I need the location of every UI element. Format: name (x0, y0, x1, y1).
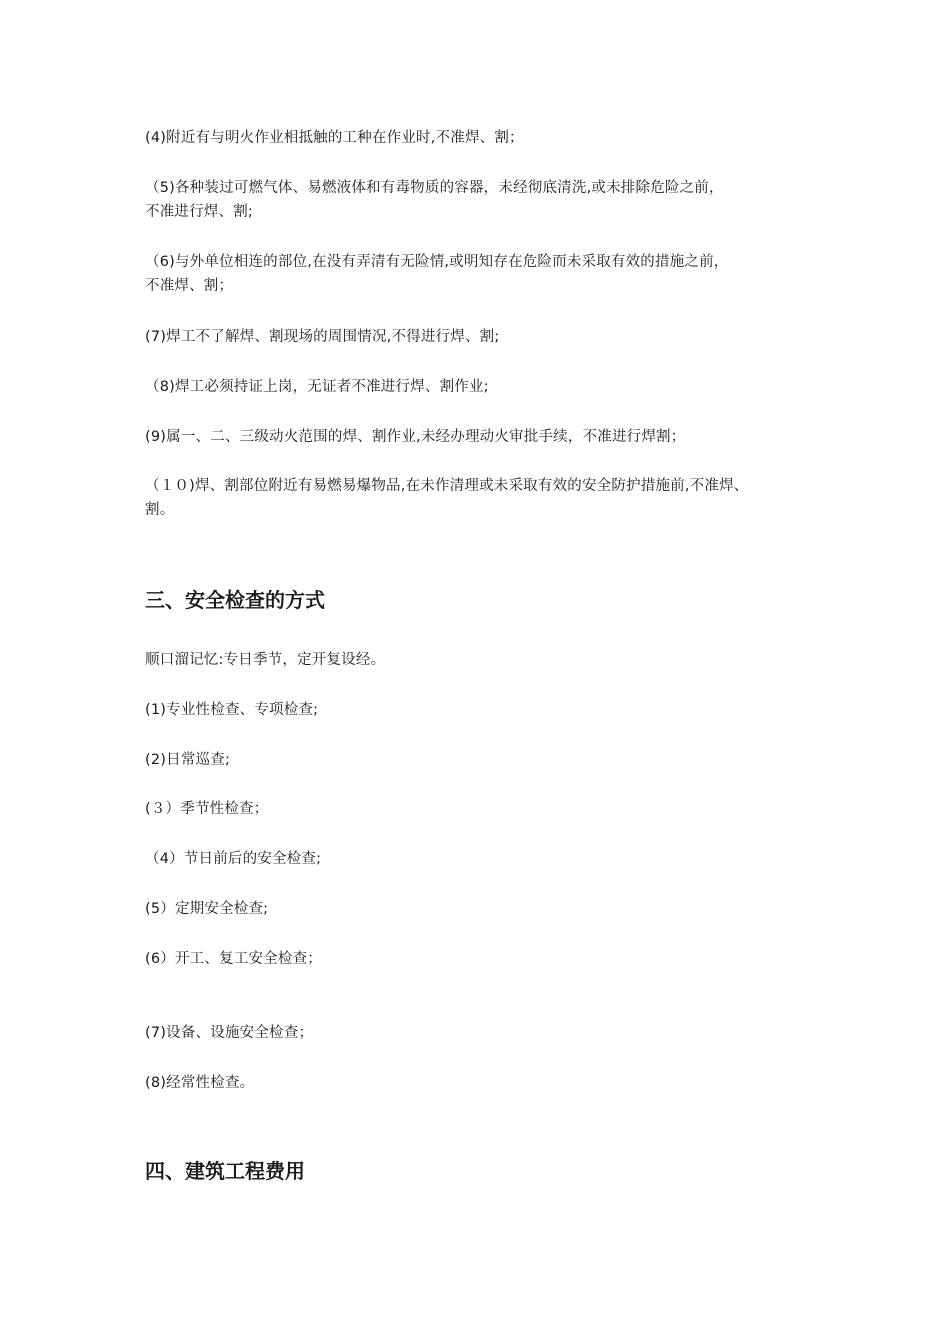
paragraph-item-5 (145, 176, 825, 224)
list-item: （4）节日前后的安全检查; (145, 851, 322, 867)
paragraph-item-10 (145, 474, 825, 522)
paragraph-item-7 (145, 325, 825, 349)
paragraph-item-6 (145, 250, 825, 298)
mnemonic-paragraph: 顺口溜记忆:专日季节，定开复设经。 (145, 652, 386, 668)
paragraph-line: (9)属一、二、三级动火范围的焊、割作业,未经办理动火审批手续，不准进行焊割； (145, 429, 686, 445)
list-item: (8)经常性检查。 (145, 1075, 255, 1091)
section-four-heading: 四、建筑工程费用 (145, 1159, 305, 1183)
paragraph-line: （１０)焊、割部位附近有易燃易爆物品,在未作清理或未采取有效的安全防护措施前,不准焊、 (145, 478, 749, 494)
paragraph-line: （8)焊工必须持证上岗，无证者不准进行焊、割作业; (145, 379, 489, 395)
paragraph-line: 不准进行焊、割; (145, 204, 253, 220)
list-item: (2)日常巡查; (145, 752, 231, 768)
paragraph-line: (4)附近有与明火作业相抵触的工种在作业时,不准焊、割； (145, 130, 524, 146)
paragraph-line: （6)与外单位相连的部位,在没有弄清有无险情,或明知存在危险而未采取有效的措施之前， (145, 254, 729, 270)
paragraph-line: 不准焊、割； (145, 278, 234, 294)
paragraph-item-9 (145, 425, 825, 449)
section-three-heading: 三、安全检查的方式 (145, 588, 325, 612)
list-item: (３）季节性检查； (145, 801, 269, 817)
paragraph-item-8 (145, 375, 825, 399)
list-item: (1)专业性检查、专项检查; (145, 702, 319, 718)
paragraph-line: (7)焊工不了解焊、割现场的周围情况,不得进行焊、割; (145, 329, 500, 345)
paragraph-line: （5)各种装过可燃气体、易燃液体和有毒物质的容器，未经彻底清洗,或未排除危险之前， (145, 180, 724, 196)
list-item: (6）开工、复工安全检查； (145, 951, 322, 967)
list-item: (7)设备、设施安全检查； (145, 1025, 314, 1041)
list-item: (5）定期安全检查; (145, 901, 269, 917)
paragraph-line: 割。 (145, 502, 175, 518)
paragraph-item-4 (145, 126, 825, 150)
